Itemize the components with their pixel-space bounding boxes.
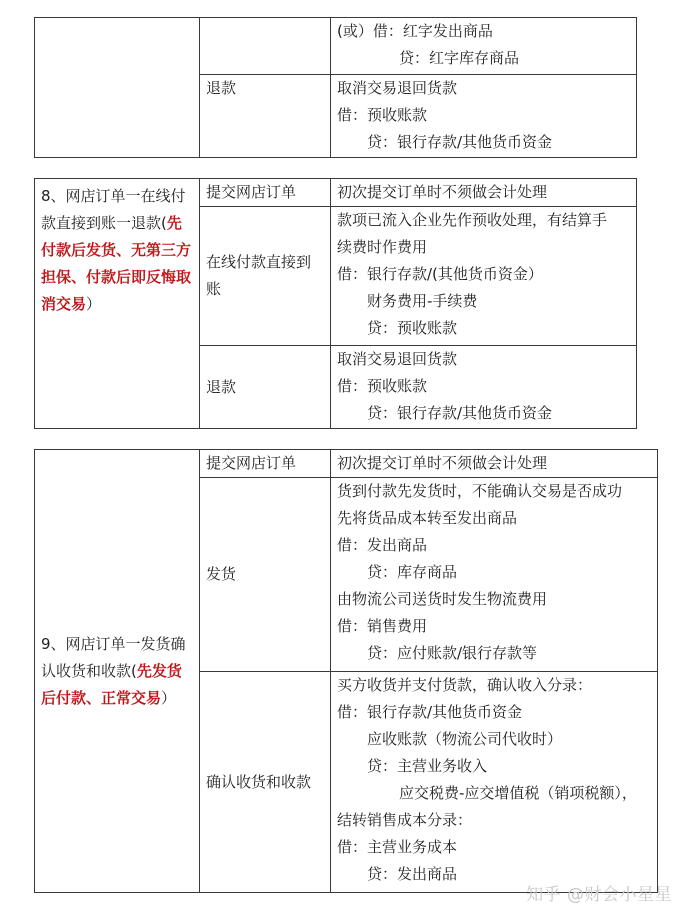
table-row [35, 450, 658, 478]
title-text: 8、网店订单一在线付款直接到账一退款( [41, 187, 186, 232]
entry-line: 借：主营业务成本 [337, 838, 458, 856]
title-cell [35, 18, 200, 158]
entry-line: 贷：发出商品 [367, 865, 458, 883]
entry-line: 应收账款（物流公司代收时） [367, 730, 563, 748]
row-label: 提交网店订单 [206, 454, 297, 472]
entry-line: 借：预收账款 [337, 377, 428, 395]
entry-line: 借：预收账款 [337, 106, 428, 124]
entry-line: 货到付款先发货时，不能确认交易是否成功 [337, 482, 623, 500]
entry-line: 由物流公司送货时发生物流费用 [337, 590, 548, 608]
row-label: 提交网店订单 [206, 183, 297, 201]
label-cell [200, 450, 331, 478]
entry-line: 贷：主营业务收入 [367, 757, 488, 775]
title-text: 9、网店订单一发货确认收货和收款( [41, 634, 186, 680]
entry-line: 借：发出商品 [337, 536, 428, 554]
entry-line: 取消交易退回货款 [337, 79, 458, 97]
table-1 [34, 17, 637, 158]
entry-line: 贷：应付账款/银行存款等 [367, 644, 538, 662]
entry-line: 贷：红字库存商品 [399, 49, 520, 67]
title-text-end: ） [86, 295, 102, 313]
label-cell [200, 75, 331, 158]
entry-cell [331, 672, 658, 893]
entry-line: 款项已流入企业先作预收处理，有结算手 [337, 211, 608, 229]
entry-line: 初次提交订单时不须做会计处理 [337, 454, 548, 472]
scenario-title [35, 450, 200, 893]
table-3 [34, 449, 658, 893]
entry-cell [331, 450, 658, 478]
entry-cell [331, 207, 637, 346]
entry-line: 应交税费-应交增值税（销项税额）， [399, 784, 637, 802]
row-label: 退款 [206, 79, 237, 97]
entry-line: 借：销售费用 [337, 617, 428, 635]
title-highlight: 先发货后付款、正常交易 [41, 661, 182, 707]
watermark: 知乎 @财会小星星 [526, 885, 672, 905]
entry-line: 贷：库存商品 [367, 563, 458, 581]
entry-line: 借：银行存款/(其他货币资金） [337, 265, 543, 283]
entry-cell [331, 478, 658, 672]
entry-line: 初次提交订单时不须做会计处理 [337, 183, 548, 201]
label-cell [200, 207, 331, 346]
scenario-title [35, 179, 200, 429]
title-text-end: ） [161, 688, 177, 707]
entry-cell [331, 179, 637, 207]
label-cell [200, 478, 331, 672]
row-label: 在线付款直接到账 [206, 253, 312, 298]
entry-line: 续费时作费用 [337, 238, 428, 256]
entry-line: 贷：银行存款/其他货币资金 [367, 404, 553, 422]
entry-cell [331, 18, 637, 75]
entry-line: 先将货品成本转至发出商品 [337, 509, 518, 527]
table-row [35, 18, 637, 75]
title-highlight: 先付款后发货、无第三方担保、付款后即反悔取消交易 [41, 214, 192, 313]
entry-line: 贷：银行存款/其他货币资金 [367, 133, 553, 151]
label-cell [200, 18, 331, 75]
row-label: 确认收货和收款 [206, 772, 312, 791]
table-2 [34, 178, 637, 429]
entry-line: 贷：预收账款 [367, 319, 458, 337]
entry-line: 财务费用-手续费 [367, 292, 478, 310]
row-label: 退款 [206, 377, 237, 396]
entry-line: 结转销售成本分录： [337, 811, 473, 829]
label-cell [200, 346, 331, 429]
entry-cell [331, 75, 637, 158]
label-cell [200, 179, 331, 207]
entry-line: 取消交易退回货款 [337, 350, 458, 368]
entry-line: 买方收货并支付货款，确认收入分录： [337, 676, 593, 694]
entry-line: (或）借：红字发出商品 [337, 22, 493, 40]
entry-cell [331, 346, 637, 429]
table-row [35, 179, 637, 207]
entry-line: 借：银行存款/其他货币资金 [337, 703, 523, 721]
label-cell [200, 672, 331, 893]
row-label: 发货 [206, 565, 237, 583]
